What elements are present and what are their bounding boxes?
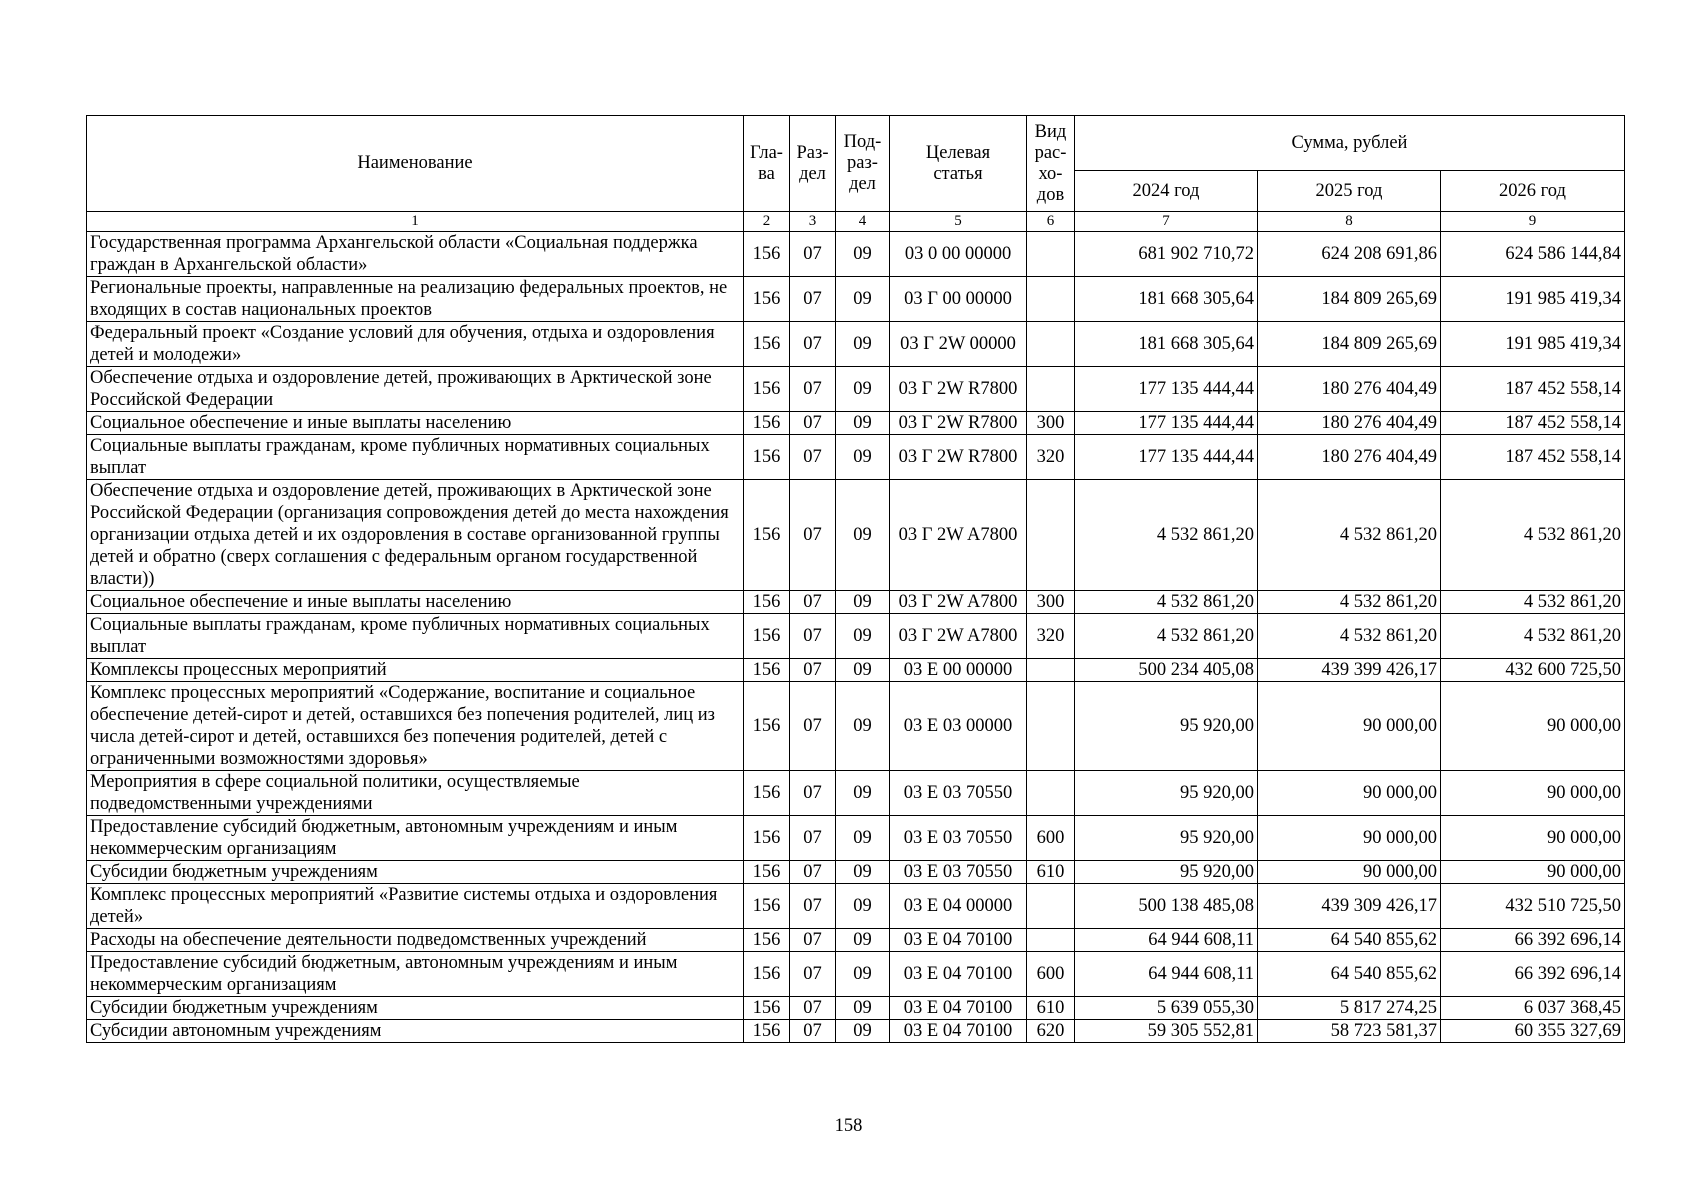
row-glava: 156 xyxy=(744,771,790,816)
row-expense-type: 600 xyxy=(1027,816,1075,861)
row-sum-2024: 95 920,00 xyxy=(1075,816,1258,861)
row-sum-2026: 90 000,00 xyxy=(1441,861,1625,884)
row-sum-2024: 681 902 710,72 xyxy=(1075,232,1258,277)
row-glava: 156 xyxy=(744,997,790,1020)
row-sum-2025: 5 817 274,25 xyxy=(1258,997,1441,1020)
row-sum-2026: 187 452 558,14 xyxy=(1441,367,1625,412)
row-sum-2026: 6 037 368,45 xyxy=(1441,997,1625,1020)
row-target-article: 03 Г 00 00000 xyxy=(890,277,1027,322)
table-row xyxy=(87,367,1625,412)
table-row xyxy=(87,929,1625,952)
row-sum-2025: 4 532 861,20 xyxy=(1258,614,1441,659)
row-target-article: 03 Г 2W R7800 xyxy=(890,412,1027,435)
row-expense-type xyxy=(1027,682,1075,771)
row-glava: 156 xyxy=(744,591,790,614)
page-number: 158 xyxy=(834,1116,863,1136)
column-number: 5 xyxy=(890,212,1027,232)
header-target: Целевая статья xyxy=(890,116,1027,212)
table-row xyxy=(87,771,1625,816)
row-sum-2025: 4 532 861,20 xyxy=(1258,591,1441,614)
row-podrazdel: 09 xyxy=(836,435,890,480)
row-target-article: 03 Г 2W A7800 xyxy=(890,591,1027,614)
row-razdel: 07 xyxy=(790,929,836,952)
row-sum-2025: 439 399 426,17 xyxy=(1258,659,1441,682)
row-sum-2025: 64 540 855,62 xyxy=(1258,952,1441,997)
row-sum-2026: 191 985 419,34 xyxy=(1441,322,1625,367)
column-number: 8 xyxy=(1258,212,1441,232)
row-razdel: 07 xyxy=(790,322,836,367)
row-sum-2025: 90 000,00 xyxy=(1258,816,1441,861)
row-sum-2024: 4 532 861,20 xyxy=(1075,591,1258,614)
row-razdel: 07 xyxy=(790,682,836,771)
table-row xyxy=(87,480,1625,591)
row-name: Обеспечение отдыха и оздоровление детей, проживающих в Арктической зоне Российской Федерации (организация сопровождения детей до места нахождения организации отдыха детей и их оздоровления в составе организованной группы детей и обратно (сверх соглашения с федеральным органом государственной власти)) xyxy=(87,480,744,591)
row-sum-2024: 64 944 608,11 xyxy=(1075,929,1258,952)
row-target-article: 03 Г 2W A7800 xyxy=(890,614,1027,659)
header-podrazdel: Под- раз- дел xyxy=(836,116,890,212)
row-razdel: 07 xyxy=(790,367,836,412)
row-glava: 156 xyxy=(744,884,790,929)
row-sum-2026: 90 000,00 xyxy=(1441,771,1625,816)
row-sum-2024: 4 532 861,20 xyxy=(1075,614,1258,659)
header-glava: Гла- ва xyxy=(744,116,790,212)
row-sum-2026: 90 000,00 xyxy=(1441,682,1625,771)
row-podrazdel: 09 xyxy=(836,322,890,367)
row-name: Расходы на обеспечение деятельности подведомственных учреждений xyxy=(87,929,744,952)
row-name: Региональные проекты, направленные на реализацию федеральных проектов, не входящих в состав национальных проектов xyxy=(87,277,744,322)
row-sum-2024: 64 944 608,11 xyxy=(1075,952,1258,997)
row-glava: 156 xyxy=(744,1020,790,1043)
row-name: Предоставление субсидий бюджетным, автономным учреждениям и иным некоммерческим организациям xyxy=(87,952,744,997)
row-expense-type xyxy=(1027,929,1075,952)
row-glava: 156 xyxy=(744,861,790,884)
row-glava: 156 xyxy=(744,232,790,277)
table-row xyxy=(87,682,1625,771)
row-name: Государственная программа Архангельской области «Социальная поддержка граждан в Архангельской области» xyxy=(87,232,744,277)
row-podrazdel: 09 xyxy=(836,771,890,816)
header-vid: Вид рас- хо- дов xyxy=(1027,116,1075,212)
row-podrazdel: 09 xyxy=(836,952,890,997)
row-expense-type: 620 xyxy=(1027,1020,1075,1043)
row-expense-type: 610 xyxy=(1027,997,1075,1020)
column-number: 7 xyxy=(1075,212,1258,232)
row-podrazdel: 09 xyxy=(836,659,890,682)
table-row xyxy=(87,591,1625,614)
table-row xyxy=(87,277,1625,322)
row-podrazdel: 09 xyxy=(836,367,890,412)
row-sum-2024: 4 532 861,20 xyxy=(1075,480,1258,591)
row-sum-2024: 500 138 485,08 xyxy=(1075,884,1258,929)
row-sum-2024: 181 668 305,64 xyxy=(1075,277,1258,322)
row-podrazdel: 09 xyxy=(836,591,890,614)
row-sum-2024: 95 920,00 xyxy=(1075,861,1258,884)
table-row xyxy=(87,861,1625,884)
row-razdel: 07 xyxy=(790,771,836,816)
row-expense-type: 320 xyxy=(1027,614,1075,659)
budget-table xyxy=(86,115,1625,1043)
table-row xyxy=(87,614,1625,659)
row-razdel: 07 xyxy=(790,614,836,659)
row-podrazdel: 09 xyxy=(836,682,890,771)
row-sum-2026: 4 532 861,20 xyxy=(1441,480,1625,591)
row-expense-type: 610 xyxy=(1027,861,1075,884)
row-podrazdel: 09 xyxy=(836,861,890,884)
column-number: 9 xyxy=(1441,212,1625,232)
row-expense-type xyxy=(1027,277,1075,322)
row-sum-2025: 184 809 265,69 xyxy=(1258,322,1441,367)
row-target-article: 03 Е 04 70100 xyxy=(890,929,1027,952)
row-glava: 156 xyxy=(744,659,790,682)
table-row xyxy=(87,816,1625,861)
row-glava: 156 xyxy=(744,322,790,367)
row-razdel: 07 xyxy=(790,232,836,277)
row-sum-2026: 187 452 558,14 xyxy=(1441,435,1625,480)
table-row xyxy=(87,435,1625,480)
table-row xyxy=(87,952,1625,997)
row-glava: 156 xyxy=(744,682,790,771)
row-razdel: 07 xyxy=(790,1020,836,1043)
row-target-article: 03 Г 2W R7800 xyxy=(890,435,1027,480)
row-name: Комплекс процессных мероприятий «Содержание, воспитание и социальное обеспечение детей-сирот и детей, оставшихся без попечения родителей, лиц из числа детей-сирот и детей, оставшихся без попечения родителей, детей с ограниченными возможностями здоровья» xyxy=(87,682,744,771)
row-expense-type xyxy=(1027,659,1075,682)
table-row xyxy=(87,412,1625,435)
row-name: Субсидии бюджетным учреждениям xyxy=(87,997,744,1020)
row-podrazdel: 09 xyxy=(836,816,890,861)
row-glava: 156 xyxy=(744,367,790,412)
row-sum-2025: 180 276 404,49 xyxy=(1258,412,1441,435)
row-glava: 156 xyxy=(744,816,790,861)
row-glava: 156 xyxy=(744,929,790,952)
row-sum-2025: 184 809 265,69 xyxy=(1258,277,1441,322)
row-sum-2025: 180 276 404,49 xyxy=(1258,367,1441,412)
row-sum-2024: 177 135 444,44 xyxy=(1075,412,1258,435)
row-sum-2025: 4 532 861,20 xyxy=(1258,480,1441,591)
column-number-row xyxy=(87,212,1625,232)
header-year-2024: 2024 год xyxy=(1075,171,1258,212)
row-expense-type xyxy=(1027,367,1075,412)
row-sum-2026: 432 510 725,50 xyxy=(1441,884,1625,929)
row-sum-2026: 60 355 327,69 xyxy=(1441,1020,1625,1043)
row-name: Субсидии автономным учреждениям xyxy=(87,1020,744,1043)
row-target-article: 03 Г 2W A7800 xyxy=(890,480,1027,591)
column-number: 3 xyxy=(790,212,836,232)
column-number: 4 xyxy=(836,212,890,232)
row-target-article: 03 Е 04 70100 xyxy=(890,997,1027,1020)
row-name: Комплекс процессных мероприятий «Развитие системы отдыха и оздоровления детей» xyxy=(87,884,744,929)
row-expense-type: 300 xyxy=(1027,591,1075,614)
row-razdel: 07 xyxy=(790,816,836,861)
row-razdel: 07 xyxy=(790,435,836,480)
row-sum-2025: 624 208 691,86 xyxy=(1258,232,1441,277)
row-podrazdel: 09 xyxy=(836,232,890,277)
row-target-article: 03 Е 04 70100 xyxy=(890,1020,1027,1043)
column-number: 6 xyxy=(1027,212,1075,232)
row-sum-2026: 4 532 861,20 xyxy=(1441,591,1625,614)
row-name: Социальное обеспечение и иные выплаты населению xyxy=(87,591,744,614)
row-razdel: 07 xyxy=(790,997,836,1020)
row-target-article: 03 Е 03 00000 xyxy=(890,682,1027,771)
row-expense-type xyxy=(1027,322,1075,367)
row-glava: 156 xyxy=(744,412,790,435)
row-glava: 156 xyxy=(744,952,790,997)
row-name: Субсидии бюджетным учреждениям xyxy=(87,861,744,884)
row-podrazdel: 09 xyxy=(836,412,890,435)
row-glava: 156 xyxy=(744,480,790,591)
row-name: Федеральный проект «Создание условий для обучения, отдыха и оздоровления детей и молодежи» xyxy=(87,322,744,367)
row-sum-2025: 439 309 426,17 xyxy=(1258,884,1441,929)
row-sum-2024: 95 920,00 xyxy=(1075,682,1258,771)
row-expense-type: 320 xyxy=(1027,435,1075,480)
header-year-2026: 2026 год xyxy=(1441,171,1625,212)
row-sum-2025: 90 000,00 xyxy=(1258,861,1441,884)
row-target-article: 03 Г 2W R7800 xyxy=(890,367,1027,412)
row-expense-type: 300 xyxy=(1027,412,1075,435)
column-number: 2 xyxy=(744,212,790,232)
row-sum-2024: 177 135 444,44 xyxy=(1075,367,1258,412)
row-sum-2026: 191 985 419,34 xyxy=(1441,277,1625,322)
header-razdel: Раз- дел xyxy=(790,116,836,212)
row-expense-type xyxy=(1027,232,1075,277)
row-podrazdel: 09 xyxy=(836,480,890,591)
row-sum-2024: 59 305 552,81 xyxy=(1075,1020,1258,1043)
row-name: Социальное обеспечение и иные выплаты населению xyxy=(87,412,744,435)
row-sum-2025: 64 540 855,62 xyxy=(1258,929,1441,952)
row-podrazdel: 09 xyxy=(836,884,890,929)
row-target-article: 03 Е 04 70100 xyxy=(890,952,1027,997)
row-razdel: 07 xyxy=(790,861,836,884)
header-name: Наименование xyxy=(87,116,744,212)
row-expense-type xyxy=(1027,480,1075,591)
row-razdel: 07 xyxy=(790,412,836,435)
row-target-article: 03 Е 00 00000 xyxy=(890,659,1027,682)
row-target-article: 03 Е 03 70550 xyxy=(890,861,1027,884)
row-podrazdel: 09 xyxy=(836,1020,890,1043)
row-glava: 156 xyxy=(744,277,790,322)
row-sum-2024: 500 234 405,08 xyxy=(1075,659,1258,682)
row-sum-2025: 90 000,00 xyxy=(1258,682,1441,771)
row-name: Социальные выплаты гражданам, кроме публичных нормативных социальных выплат xyxy=(87,614,744,659)
row-expense-type: 600 xyxy=(1027,952,1075,997)
row-sum-2025: 180 276 404,49 xyxy=(1258,435,1441,480)
row-name: Предоставление субсидий бюджетным, автономным учреждениям и иным некоммерческим организациям xyxy=(87,816,744,861)
row-target-article: 03 Г 2W 00000 xyxy=(890,322,1027,367)
row-sum-2026: 66 392 696,14 xyxy=(1441,952,1625,997)
row-sum-2024: 177 135 444,44 xyxy=(1075,435,1258,480)
header-row xyxy=(87,116,1625,171)
row-target-article: 03 Е 03 70550 xyxy=(890,771,1027,816)
row-podrazdel: 09 xyxy=(836,997,890,1020)
row-razdel: 07 xyxy=(790,952,836,997)
row-podrazdel: 09 xyxy=(836,277,890,322)
row-sum-2026: 187 452 558,14 xyxy=(1441,412,1625,435)
row-razdel: 07 xyxy=(790,277,836,322)
row-sum-2026: 4 532 861,20 xyxy=(1441,614,1625,659)
row-target-article: 03 Е 03 70550 xyxy=(890,816,1027,861)
row-sum-2025: 90 000,00 xyxy=(1258,771,1441,816)
row-name: Обеспечение отдыха и оздоровление детей, проживающих в Арктической зоне Российской Федерации xyxy=(87,367,744,412)
row-podrazdel: 09 xyxy=(836,929,890,952)
row-sum-2024: 181 668 305,64 xyxy=(1075,322,1258,367)
table-row xyxy=(87,1020,1625,1043)
row-razdel: 07 xyxy=(790,659,836,682)
row-podrazdel: 09 xyxy=(836,614,890,659)
row-target-article: 03 Е 04 00000 xyxy=(890,884,1027,929)
row-name: Мероприятия в сфере социальной политики, осуществляемые подведомственными учреждениями xyxy=(87,771,744,816)
row-sum-2024: 95 920,00 xyxy=(1075,771,1258,816)
row-name: Социальные выплаты гражданам, кроме публичных нормативных социальных выплат xyxy=(87,435,744,480)
row-name: Комплексы процессных мероприятий xyxy=(87,659,744,682)
row-sum-2026: 432 600 725,50 xyxy=(1441,659,1625,682)
table-row xyxy=(87,997,1625,1020)
row-razdel: 07 xyxy=(790,884,836,929)
table-row xyxy=(87,232,1625,277)
row-razdel: 07 xyxy=(790,591,836,614)
table-row xyxy=(87,322,1625,367)
row-glava: 156 xyxy=(744,614,790,659)
row-target-article: 03 0 00 00000 xyxy=(890,232,1027,277)
row-sum-2026: 624 586 144,84 xyxy=(1441,232,1625,277)
header-sum: Сумма, рублей xyxy=(1075,116,1625,171)
row-glava: 156 xyxy=(744,435,790,480)
table-row xyxy=(87,659,1625,682)
row-sum-2026: 66 392 696,14 xyxy=(1441,929,1625,952)
row-sum-2025: 58 723 581,37 xyxy=(1258,1020,1441,1043)
header-year-2025: 2025 год xyxy=(1258,171,1441,212)
table-row xyxy=(87,884,1625,929)
row-sum-2024: 5 639 055,30 xyxy=(1075,997,1258,1020)
row-sum-2026: 90 000,00 xyxy=(1441,816,1625,861)
row-razdel: 07 xyxy=(790,480,836,591)
column-number: 1 xyxy=(87,212,744,232)
row-expense-type xyxy=(1027,771,1075,816)
row-expense-type xyxy=(1027,884,1075,929)
